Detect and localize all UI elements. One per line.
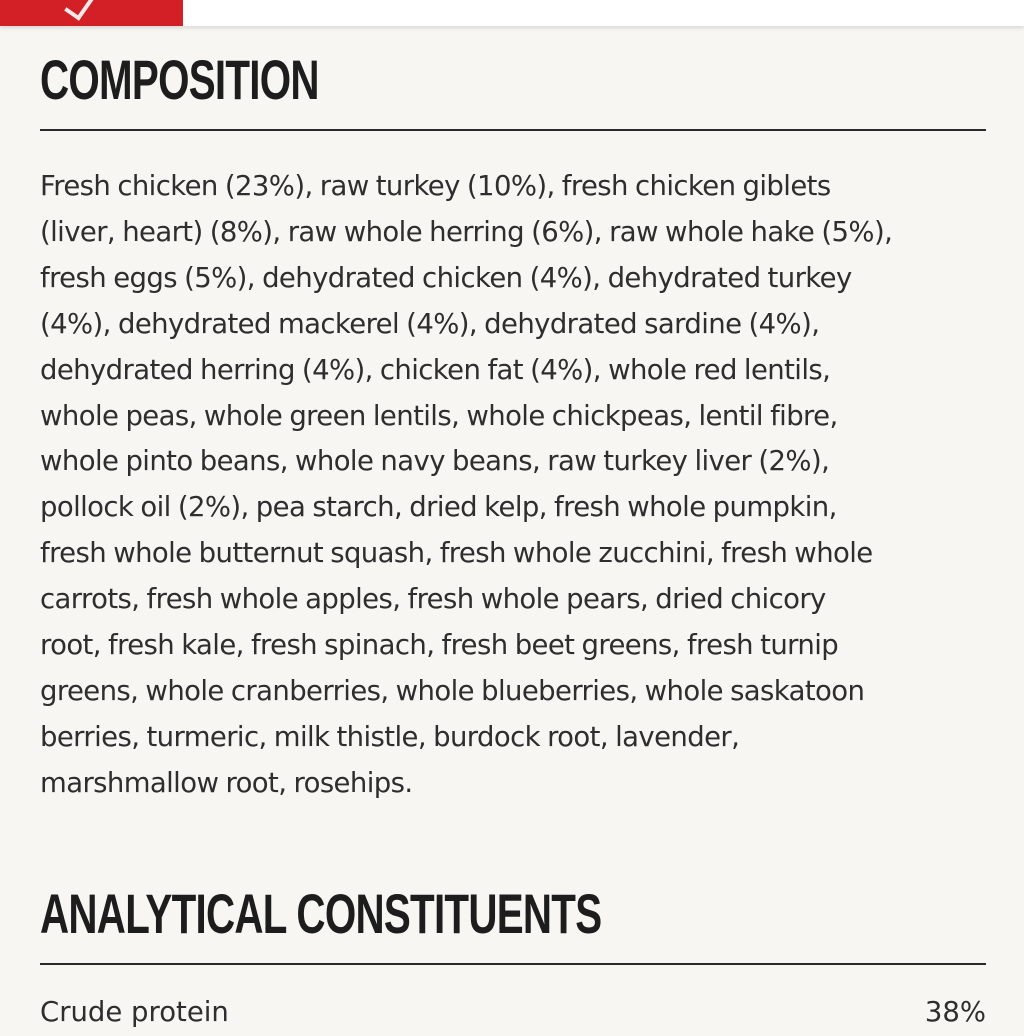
composition-line: carrots, fresh whole apples, fresh whole pears, dried chicory xyxy=(40,583,826,616)
top-header-bar xyxy=(0,0,1024,26)
analytical-divider xyxy=(40,963,986,965)
constituent-value: 38% xyxy=(924,996,986,1028)
composition-line: dehydrated herring (4%), chicken fat (4%), whole red lentils, xyxy=(40,353,831,386)
check-icon xyxy=(64,0,94,21)
composition-divider xyxy=(40,129,986,131)
composition-line: marshmallow root, rosehips. xyxy=(40,766,413,799)
constituent-name: Crude protein xyxy=(40,996,229,1028)
composition-line: berries, turmeric, milk thistle, burdock root, lavender, xyxy=(40,720,740,753)
composition-line: greens, whole cranberries, whole blueberries, whole saskatoon xyxy=(40,674,865,707)
composition-line: fresh eggs (5%), dehydrated chicken (4%), dehydrated turkey xyxy=(40,261,852,294)
constituent-row xyxy=(40,996,986,1036)
composition-line: fresh whole butternut squash, fresh whole zucchini, fresh whole xyxy=(40,537,873,570)
composition-text xyxy=(40,164,990,807)
composition-line: (liver, heart) (8%), raw whole herring (6%), raw whole hake (5%), xyxy=(40,215,893,248)
composition-line: whole pinto beans, whole navy beans, raw turkey liver (2%), xyxy=(40,445,830,478)
analytical-constituents-heading: ANALYTICAL CONSTITUENTS xyxy=(40,882,602,945)
composition-heading: COMPOSITION xyxy=(40,48,319,111)
composition-line: whole peas, whole green lentils, whole chickpeas, lentil fibre, xyxy=(40,399,838,432)
composition-line: Fresh chicken (23%), raw turkey (10%), fresh chicken giblets xyxy=(40,170,831,202)
composition-line: root, fresh kale, fresh spinach, fresh beet greens, fresh turnip xyxy=(40,629,839,662)
brand-tab[interactable] xyxy=(0,0,183,26)
composition-line: pollock oil (2%), pea starch, dried kelp, fresh whole pumpkin, xyxy=(40,491,837,524)
composition-line: (4%), dehydrated mackerel (4%), dehydrated sardine (4%), xyxy=(40,307,820,340)
